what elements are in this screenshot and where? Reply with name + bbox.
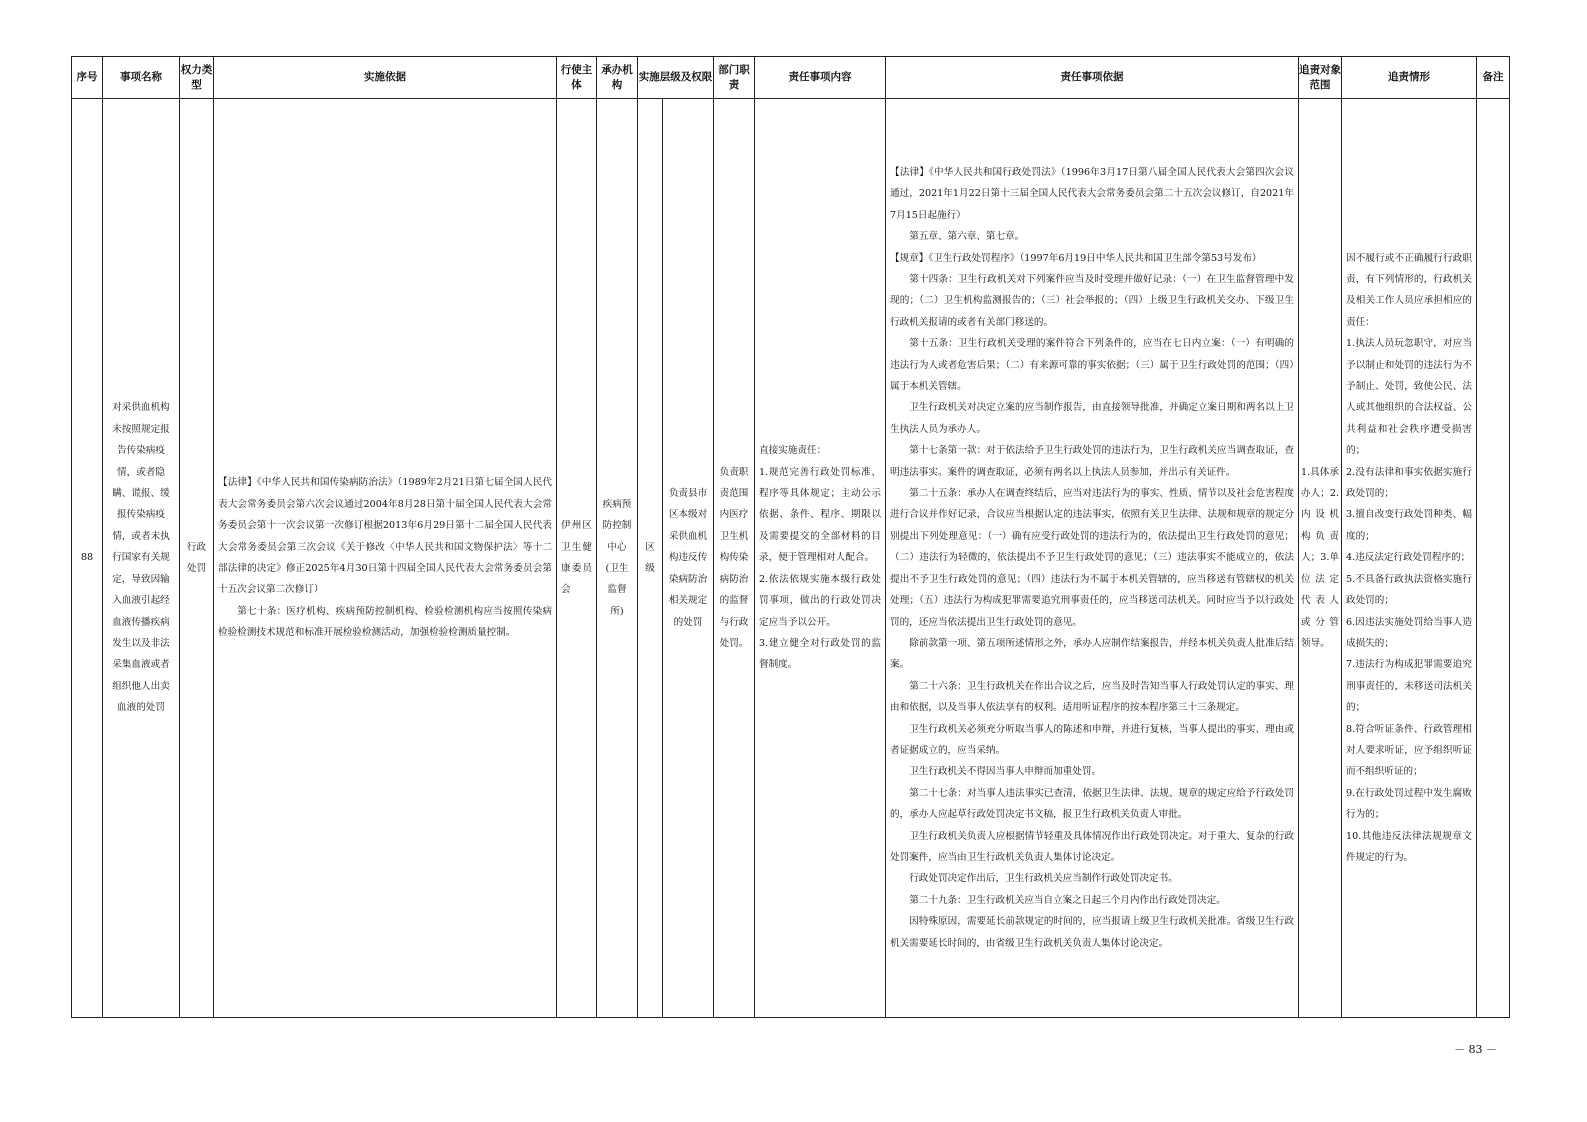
header-level: 实施层级及权限	[638, 57, 714, 99]
cell-dept-duty: 负责职责范围内医疗卫生机构传染病防治的监督与行政处罚。	[714, 99, 755, 1018]
cell-resp-basis	[886, 99, 1299, 1018]
accountability-item: 1.执法人员玩忽职守，对应当予以制止和处罚的违法行为不予制止、处罚，致使公民、法人或其他组织的合法权益、公共利益和社会秩序遭受损害的；	[1346, 338, 1472, 457]
resp-basis-item: 【法律】《中华人民共和国行政处罚法》（1996年3月17日第八届全国人民代表大会第四次会议通过，2021年1月22日第十三届全国人民代表大会常务委员会第二十五次会议修订，自2021年7月15日起施行）	[890, 166, 1294, 221]
header-resp-basis: 责任事项依据	[886, 57, 1299, 99]
cell-seq: 88	[72, 99, 103, 1018]
cell-level-a: 区级	[638, 99, 663, 1018]
resp-basis-item: 第十五条：卫生行政机关受理的案件符合下列条件的，应当在七日内立案：（一）有明确的违法行为人或者危害后果；（二）有来源可靠的事实依据；（三）属于卫生行政处罚的范围；（四）属于本机关管辖。	[890, 338, 1294, 393]
resp-content-item: 直接实施责任：	[759, 445, 827, 457]
resp-basis-item: 卫生行政机关负责人应根据情节轻重及具体情况作出行政处罚决定。对于重大、复杂的行政处罚案件，应当由卫生行政机关负责人集体讨论决定。	[890, 830, 1294, 863]
resp-basis-item: 第二十九条：卫生行政机关应当自立案之日起三个月内作出行政处罚决定。	[909, 894, 1226, 906]
accountability-item: 8.符合听证条件、行政管理相对人要求听证，应予组织听证而不组织听证的；	[1346, 723, 1472, 778]
resp-basis-item: 第五章、第六章、第七章。	[909, 231, 1025, 243]
table-row	[72, 99, 1510, 1018]
resp-basis-item: 第二十六条：卫生行政机关在作出合议之后，应当及时告知当事人行政处罚认定的事实、理由和依据，以及当事人依法享有的权利。适用听证程序的按本程序第三十三条规定。	[890, 680, 1294, 714]
cell-power-type: 行政处罚	[180, 99, 214, 1018]
resp-basis-item: 卫生行政机关不得因当事人申辩而加重处罚。	[909, 766, 1102, 778]
resp-content-item: 2.依法依规实施本级行政处罚事项，做出的行政处罚决定应当予以公开。	[759, 573, 881, 628]
header-basis: 实施依据	[214, 57, 557, 99]
header-power-type: 权力类型	[180, 57, 214, 99]
header-accountability: 追责情形	[1342, 57, 1477, 99]
resp-basis-item: 卫生行政机关必须充分听取当事人的陈述和申辩，并进行复核，当事人提出的事实、理由或者证据成立的，应当采纳。	[890, 723, 1294, 756]
header-agency: 承办机构	[597, 57, 638, 99]
accountability-item: 2.没有法律和事实依据实施行政处罚的；	[1346, 466, 1472, 500]
resp-basis-item: 因特殊原因，需要延长前款规定的时间的，应当报请上级卫生行政机关批准。省级卫生行政机关需要延长时间的，由省级卫生行政机关负责人集体讨论决定。	[890, 916, 1294, 949]
accountability-item: 6.因违法实施处罚给当事人造成损失的；	[1346, 616, 1472, 649]
header-remark: 备注	[1477, 57, 1510, 99]
resp-basis-item: 除前款第一项、第五项所述情形之外，承办人应制作结案报告，并经本机关负责人批准后结案。	[890, 637, 1294, 671]
table-header	[72, 57, 1510, 99]
resp-content-item: 3.建立健全对行政处罚的监督制度。	[759, 637, 881, 671]
cell-name: 对采供血机构未按照规定报告传染病疫情，或者隐瞒、谎报、缓报传染病疫情，或者未执行国家有关规定，导致因输入血液引起经血液传播疾病发生以及非法采集血液或者组织他人出卖血液的处罚	[103, 99, 180, 1018]
accountability-item: 10.其他违反法律法规规章文件规定的行为。	[1346, 830, 1472, 863]
resp-basis-item: 【规章】《卫生行政处罚程序》（1997年6月19日中华人民共和国卫生部令第53号发布）	[890, 252, 1262, 264]
header-accountability-scope: 追责对象范围	[1299, 57, 1342, 99]
cell-level-b: 负责县市区本级对采供血机构违反传染病防治相关规定的处罚	[663, 99, 714, 1018]
header-resp-content: 责任事项内容	[755, 57, 886, 99]
accountability-item: 7.违法行为构成犯罪需要追究刑事责任的，未移送司法机关的；	[1346, 659, 1472, 714]
resp-content-item: 1.规范完善行政处罚标准、程序等具体规定；主动公示依据、条件、程序、期限以及需要提交的全部材料的目录，便于管理相对人配合。	[759, 466, 881, 564]
accountability-item: 因不履行或不正确履行行政职责，有下列情形的，行政机关及相关工作人员应承担相应的责任：	[1346, 252, 1472, 328]
header-subject: 行使主体	[557, 57, 597, 99]
cell-subject: 伊州区卫生健康委员会	[557, 99, 597, 1018]
header-dept-duty: 部门职责	[714, 57, 755, 99]
basis-article: 第七十条：医疗机构、疾病预防控制机构、检验检测机构应当按照传染病检验检测技术规范和标准开展检验检测活动，加强检验检测质量控制。	[218, 605, 552, 639]
resp-basis-item: 第十七条第一款：对于依法给予卫生行政处罚的违法行为，卫生行政机关应当调查取证，查明违法事实。案件的调查取证，必须有两名以上执法人员参加，并出示有关证件。	[890, 445, 1294, 478]
accountability-item: 3.擅自改变行政处罚种类、幅度的；	[1346, 509, 1472, 542]
cell-resp-content	[755, 99, 886, 1018]
responsibility-table	[71, 56, 1510, 1018]
cell-basis	[214, 99, 557, 1018]
accountability-item: 9.在行政处罚过程中发生腐败行为的；	[1346, 787, 1472, 821]
accountability-item: 5.不具备行政执法资格实施行政处罚的；	[1346, 573, 1472, 607]
resp-basis-item: 第十四条：卫生行政机关对下列案件应当及时受理并做好记录：（一）在卫生监督管理中发现的；（二）卫生机构监测报告的；（三）社会举报的；（四）上级卫生行政机关交办、下级卫生行政机关报请的或者有关部门移送的。	[890, 274, 1294, 328]
resp-basis-item: 卫生行政机关对决定立案的应当制作报告，由直接领导批准，并确定立案日期和两名以上卫生执法人员为承办人。	[890, 402, 1294, 435]
resp-basis-item: 行政处罚决定作出后，卫生行政机关应当制作行政处罚决定书。	[909, 873, 1178, 885]
cell-accountability	[1342, 99, 1477, 1018]
header-name: 事项名称	[103, 57, 180, 99]
basis-law: 【法律】《中华人民共和国传染病防治法》（1989年2月21日第七届全国人民代表大会常务委员会第六次会议通过2004年8月28日第十届全国人民代表大会常务委员会第十一次会议第一次修订根据2013年6月29日第十二届全国人民代表大会常务委员会第三次会议《关于修改〈中华人民共和国文物保护法〉等十二部法律的决定》修正2025年4月30日第十四届全国人民代表大会常务委员会第十五次会议第二次修订）	[218, 477, 552, 596]
resp-basis-item: 第二十五条：承办人在调查终结后，应当对违法行为的事实、性质、情节以及社会危害程度进行合议并作好记录，合议应当根据认定的违法事实，依照有关卫生法律、法规和规章的规定分别提出下列处理意见：（一）确有应受行政处罚的违法行为的，依法提出卫生行政处罚的意见；（二）违法行为轻微的，依法提出不予卫生行政处罚的意见；（三）违法事实不能成立的，依法提出不予卫生行政处罚的意见；（四）违法行为不属于本机关管辖的，应当移送有管辖权的机关处理；（五）违法行为构成犯罪需要追究刑事责任的，应当移送司法机关。同时应当予以行政处罚的，还应当依法提出卫生行政处罚的意见。	[890, 488, 1294, 628]
page-number: － 83 －	[1454, 1043, 1497, 1056]
cell-agency: 疾病预防控制中心(卫生监督所)	[597, 99, 638, 1018]
accountability-item: 4.违反法定行政处罚程序的；	[1346, 552, 1471, 564]
header-seq: 序号	[72, 57, 103, 99]
cell-remark	[1477, 99, 1510, 1018]
resp-basis-item: 第二十七条：对当事人违法事实已查清，依据卫生法律、法规、规章的规定应给予行政处罚的，承办人应起草行政处罚决定书文稿，报卫生行政机关负责人审批。	[890, 787, 1294, 821]
cell-accountability-scope: 1.具体承办人；2.内设机构负责人；3.单位法定代表人或分管领导。	[1299, 99, 1342, 1018]
